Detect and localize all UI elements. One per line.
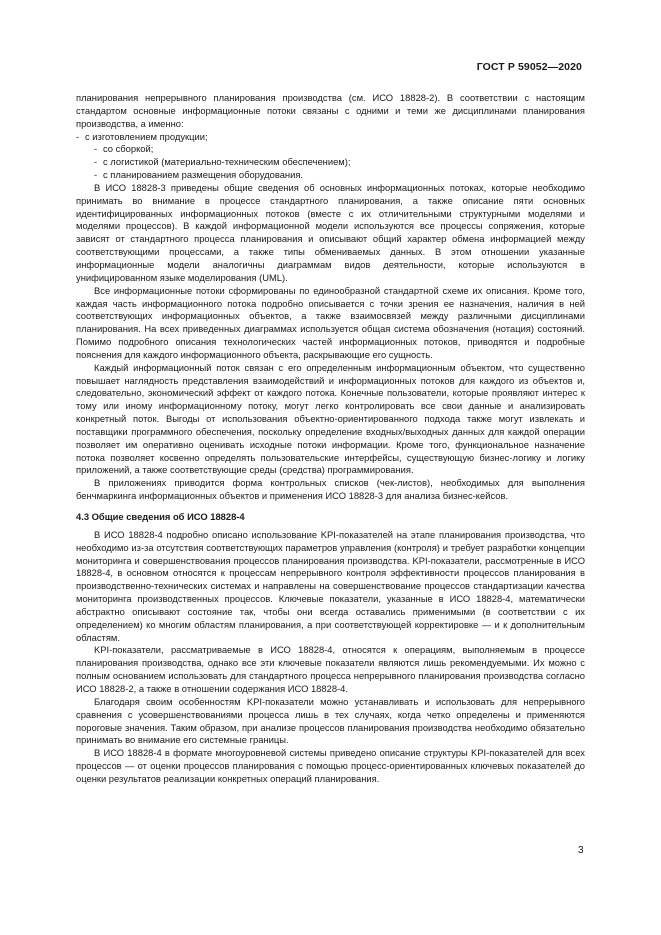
paragraph-kpi-overview: В ИСО 18828-4 подробно описано использование KPI-показателей на этапе планирования производства, что необходимо из-за отсутствия соответствующих параметров управления (контроля) и требует разработки концепции мониторинга и совершенствования процессов планирования производства. KPI-показатели, рассмотренные в ИСО 18828-4, в основном относятся к процессам непрерывного контроля эффективности процессов планирования в производственно-технических системах и направлены на совершенствование процессов стандартизации качества мониторинга производственных процессов. Ключевые показатели, указанные в ИСО 18828-4, математически абстрактно описывают состояние так, чтобы они всегда оставались применимыми (в соответствии с их определением) ко многим областям планирования, а при соответствующей корректировке — и к дополнительным областям.	[76, 528, 585, 643]
list-marker: -	[94, 156, 98, 168]
document-body	[76, 92, 585, 786]
list-item-logistics	[76, 156, 585, 169]
paragraph-kpi-thresholds: Благодаря своим особенностям KPI-показатели можно устанавливать и использовать для непрерывного сравнения с усовершенствованиями процесса лишь в тех случаях, когда четко определены и применяются пороговые значения. Таким образом, при анализе процессов планирования производства необходимо обязательно принимать во внимание его системные границы.	[76, 695, 585, 746]
list-item-text: со сборкой;	[103, 143, 154, 155]
list-item-assembly	[76, 143, 585, 156]
list-item-layout	[76, 169, 585, 182]
paragraph-appendices: В приложениях приводится форма контрольных списков (чек-листов), необходимых для выполнения бенчмаркинга информационных объектов и применения ИСО 18828-3 для анализа бизнес-кейсов.	[76, 477, 585, 502]
paragraph-continuation: планирования непрерывного планирования производства (см. ИСО 18828-2). В соответствии с настоящим стандартом основные информационные потоки связаны с одними и теми же дисциплинами планирования производства, а именно:	[76, 92, 585, 129]
list-marker: -	[94, 169, 98, 181]
paragraph-kpi-structure: В ИСО 18828-4 в формате многоуровневой системы приведено описание структуры KPI-показателей для всех процессов — от оценки процессов планирования с помощью процесс-ориентированных ключевых показателей до оценки результатов реализации конкретных операций планирования.	[76, 747, 585, 784]
paragraph-iso-18828-3: В ИСО 18828-3 приведены общие сведения об основных информационных потоках, которые необходимо принимать во внимание в процессе стандартного планирования, а также описание пяти основных идентифицированных информационных потоков (вместе с их отличительными структурными моделями и моделями процессов). В каждой информационной модели используются все процессы сопряжения, которые зависят от стандартного процесса планирования и описывают общий характер обмена информацией между соответствующими процессами, а также типы обмениваемых данных. В этом отношении указанные информационные модели аналогичны диаграммам видов деятельности, которые используются в унифицированном языке моделирования (UML).	[76, 181, 585, 283]
list-item-text: с логистикой (материально-техническим обеспечением);	[103, 156, 351, 168]
list-marker: -	[94, 143, 98, 155]
page-number: 3	[578, 845, 584, 856]
standard-number-header: ГОСТ Р 59052—2020	[476, 61, 582, 73]
paragraph-kpi-operations: KPI-показатели, рассматриваемые в ИСО 18828-4, относятся к операциям, выполняемым в процессе планирования производства, однако все эти ключевые показатели являются лишь рекомендуемыми. Их можно с полным основанием использовать для стандартного процесса непрерывного планирования производства согласно ИСО 18828-2, а также в отношении содержания ИСО 18828-4.	[76, 644, 585, 694]
list-item-production	[76, 131, 585, 144]
list-marker: -	[76, 130, 80, 142]
list-item-text: с планированием размещения оборудования.	[103, 169, 304, 181]
paragraph-information-flows: Все информационные потоки сформированы по единообразной стандартной схеме их описания. Кроме того, каждая часть информационного потока подробно описывается с точки зрения ее назначения, наличия в ней соответствующих информационных объектов, а также взаимосвязей между различными дисциплинами планирования. На всех приведенных диаграммах используется общая система обозначения (нотация) состояний. Помимо подробного описания технологических частей информационных потоков, приводятся и подробные пояснения для каждого информационного объекта, раскрывающие его сущность.	[76, 284, 585, 360]
paragraph-information-objects: Каждый информационный поток связан с его определенным информационным объектом, что существенно повышает наглядность представления взаимодействий и информационных потоков для каждого из объектов и, следовательно, экономический эффект от каждого потока. Конечные пользователи, которые проявляют интерес к тому или иному информационному потоку, могут легко контролировать все свои данные и анализировать конкретный поток. Выгоды от использования объектно-ориентированного подхода также могут извлекать и поставщики программного обеспечения, поскольку определение входных/выходных данных для каждой операции позволяет им оперативно оценивать исходные потоки информации. Кроме того, функциональное назначение потока позволяет косвенно определять пользовательские интерфейсы, существующую бизнес-логику и логику приложений, а также соответствующие среды (средства) программирования.	[76, 361, 585, 476]
section-heading: 4.3 Общие сведения об ИСО 18828-4	[76, 511, 245, 522]
list-item-text: с изготовлением продукции;	[85, 130, 208, 142]
